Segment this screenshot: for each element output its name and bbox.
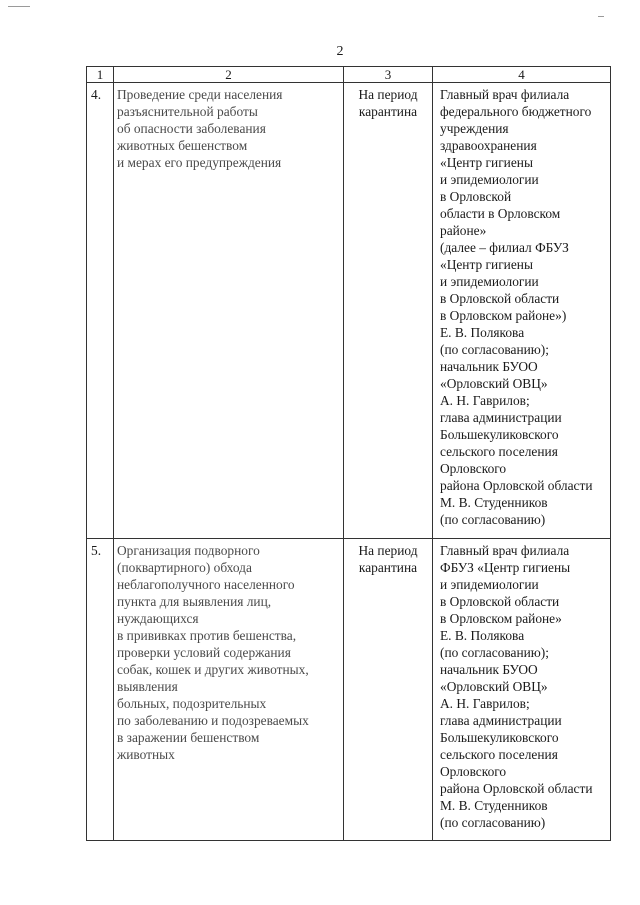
activity-cell-line: выявления bbox=[117, 679, 178, 694]
activity-cell bbox=[114, 539, 344, 841]
responsible-cell bbox=[433, 539, 611, 841]
responsible-cell-line: глава администрации bbox=[440, 713, 562, 728]
responsible-cell-line: Орловского bbox=[440, 461, 507, 476]
responsible-cell-line: «Орловский ОВЦ» bbox=[440, 679, 548, 694]
responsible-cell-line: «Центр гигиены bbox=[440, 155, 533, 170]
table-row bbox=[87, 539, 611, 841]
responsible-cell-line: М. В. Студенников bbox=[440, 798, 548, 813]
activity-cell bbox=[114, 83, 344, 539]
period-cell-line: карантина bbox=[358, 560, 418, 575]
page-number: 2 bbox=[336, 44, 344, 59]
responsible-cell-line: сельского поселения bbox=[440, 444, 558, 459]
activity-cell-line: пункта для выявления лиц, bbox=[117, 594, 272, 609]
plan-table bbox=[86, 66, 611, 841]
activity-cell-line: (поквартирного) обхода bbox=[117, 560, 252, 575]
period-cell bbox=[344, 539, 433, 841]
column-header: 4 bbox=[433, 67, 611, 83]
activity-cell-line: Организация подворного bbox=[117, 543, 260, 558]
activity-cell-line: неблагополучного населенного bbox=[117, 577, 295, 592]
responsible-cell-line: Большекуликовского bbox=[440, 730, 559, 745]
responsible-cell-line: ФБУЗ «Центр гигиены bbox=[440, 560, 571, 575]
column-header: 1 bbox=[87, 67, 114, 83]
activity-cell-line: животных bbox=[117, 747, 175, 762]
responsible-cell bbox=[433, 83, 611, 539]
responsible-cell-line: (по согласованию); bbox=[440, 342, 549, 357]
activity-cell-line: проверки условий содержания bbox=[117, 645, 291, 660]
responsible-cell-line: учреждения bbox=[440, 121, 509, 136]
responsible-cell-line: в Орловской bbox=[440, 189, 512, 204]
activity-cell-line: животных бешенством bbox=[117, 138, 248, 153]
scan-mark bbox=[598, 16, 604, 17]
activity-cell-line: и мерах его предупреждения bbox=[117, 155, 282, 170]
activity-cell-line: Проведение среди населения bbox=[117, 87, 283, 102]
column-header: 2 bbox=[114, 67, 344, 83]
responsible-cell-line: сельского поселения bbox=[440, 747, 558, 762]
responsible-cell-line: (далее – филиал ФБУЗ bbox=[440, 240, 569, 255]
responsible-cell-line: Орловского bbox=[440, 764, 507, 779]
responsible-cell-line: в Орловской области bbox=[440, 291, 560, 306]
responsible-cell-line: в Орловской области bbox=[440, 594, 560, 609]
responsible-cell-line: Главный врач филиала bbox=[440, 543, 570, 558]
table-row bbox=[87, 83, 611, 539]
responsible-cell-line: «Центр гигиены bbox=[440, 257, 533, 272]
responsible-cell-line: (по согласованию) bbox=[440, 512, 546, 527]
activity-cell-line: собак, кошек и других животных, bbox=[117, 662, 309, 677]
responsible-cell-line: и эпидемиологии bbox=[440, 274, 539, 289]
period-cell-line: карантина bbox=[358, 104, 418, 119]
period-cell-line: На период bbox=[358, 543, 418, 558]
responsible-cell-line: в Орловском районе» bbox=[440, 611, 562, 626]
responsible-cell-line: федерального бюджетного bbox=[440, 104, 592, 119]
responsible-cell-line: начальник БУОО bbox=[440, 662, 538, 677]
activity-cell-line: об опасности заболевания bbox=[117, 121, 266, 136]
activity-cell-line: в прививках против бешенства, bbox=[117, 628, 297, 643]
responsible-cell-line: А. Н. Гаврилов; bbox=[440, 393, 530, 408]
responsible-cell-line: районе» bbox=[440, 223, 487, 238]
period-cell bbox=[344, 83, 433, 539]
responsible-cell-line: А. Н. Гаврилов; bbox=[440, 696, 530, 711]
scan-mark bbox=[8, 6, 30, 7]
activity-cell-line: нуждающихся bbox=[117, 611, 199, 626]
responsible-cell-line: начальник БУОО bbox=[440, 359, 538, 374]
header-row bbox=[87, 67, 611, 83]
responsible-cell-line: М. В. Студенников bbox=[440, 495, 548, 510]
responsible-cell-line: здравоохранения bbox=[440, 138, 537, 153]
responsible-cell-line: в Орловском районе») bbox=[440, 308, 567, 323]
responsible-cell-line: Главный врач филиала bbox=[440, 87, 570, 102]
period-cell-line: На период bbox=[358, 87, 418, 102]
responsible-cell-line: Е. В. Полякова bbox=[440, 325, 525, 340]
responsible-cell-line: (по согласованию) bbox=[440, 815, 546, 830]
responsible-cell-line: района Орловской области bbox=[440, 781, 593, 796]
activity-cell-line: разъяснительной работы bbox=[117, 104, 258, 119]
activity-cell-line: больных, подозрительных bbox=[117, 696, 267, 711]
responsible-cell-line: Большекуликовского bbox=[440, 427, 559, 442]
row-number: 4. bbox=[87, 83, 114, 539]
column-header: 3 bbox=[344, 67, 433, 83]
responsible-cell-line: Е. В. Полякова bbox=[440, 628, 525, 643]
row-number: 5. bbox=[87, 539, 114, 841]
responsible-cell-line: и эпидемиологии bbox=[440, 172, 539, 187]
responsible-cell-line: глава администрации bbox=[440, 410, 562, 425]
activity-cell-line: в заражении бешенством bbox=[117, 730, 260, 745]
responsible-cell-line: (по согласованию); bbox=[440, 645, 549, 660]
responsible-cell-line: района Орловской области bbox=[440, 478, 593, 493]
responsible-cell-line: и эпидемиологии bbox=[440, 577, 539, 592]
responsible-cell-line: «Орловский ОВЦ» bbox=[440, 376, 548, 391]
responsible-cell-line: области в Орловском bbox=[440, 206, 561, 221]
activity-cell-line: по заболеванию и подозреваемых bbox=[117, 713, 309, 728]
